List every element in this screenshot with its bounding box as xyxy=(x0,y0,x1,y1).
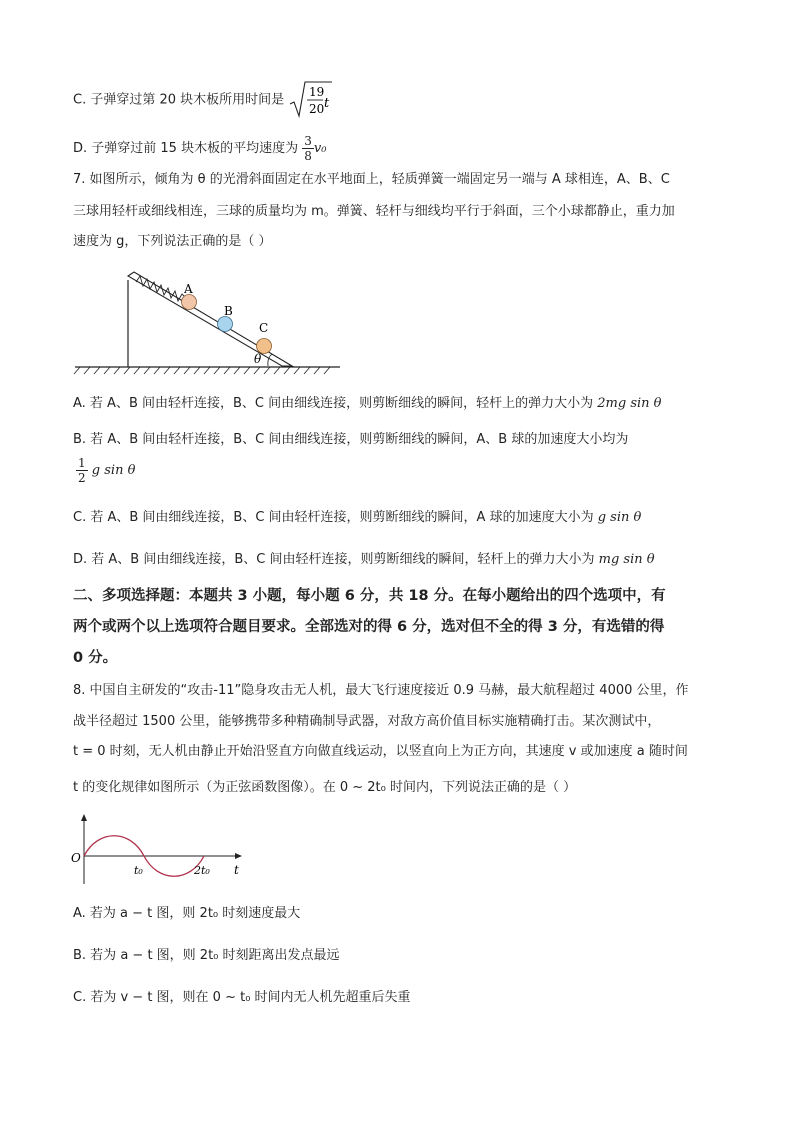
q8-stem-line-2: 战半径超过 1500 公里，能够携带多种精确制导武器，对敌方高价值目标实施精确打击。某次测试中， xyxy=(73,714,661,729)
q8-option-a: A. 若为 a − t 图，则 2t₀ 时刻速度最大 xyxy=(73,906,301,921)
section-2-heading-line-3: 0 分。 xyxy=(73,650,118,666)
fraction-denominator: 8 xyxy=(304,149,312,163)
label-a: A xyxy=(184,282,193,296)
two-t0-label: 2t₀ xyxy=(194,864,210,877)
q8-option-b: B. 若为 a − t 图，则 2t₀ 时刻距离出发点最远 xyxy=(73,948,340,963)
sqrt-numerator: 19 xyxy=(309,85,325,99)
incline-figure xyxy=(70,262,350,382)
q6-option-d xyxy=(73,134,326,163)
ball-a xyxy=(182,295,197,310)
t0-label: t₀ xyxy=(134,864,143,877)
label-c: C xyxy=(259,321,269,335)
q7-option-d-text: D. 若 A、B 间由细线连接，B、C 间由轻杆连接，则剪断细线的瞬间，轻杆上的弹力大小为 xyxy=(73,552,595,567)
q7-option-d-formula: mg sin θ xyxy=(598,552,655,567)
q6-option-c xyxy=(73,80,334,120)
q7-option-a-text: A. 若 A、B 间由轻杆连接，B、C 间由细线连接，则剪断细线的瞬间，轻杆上的弹力大小为 xyxy=(73,396,594,411)
q6-option-c-text: C. 子弹穿过第 20 块木板所用时间是 xyxy=(73,92,285,108)
q6-option-d-text: D. 子弹穿过前 15 块木板的平均速度为 xyxy=(73,141,299,156)
t-axis-label: t xyxy=(234,863,239,877)
q8-stem-line-3: t = 0 时刻，无人机由静止开始沿竖直方向做直线运动，以竖直向上为正方向，其速度 v 或加速度 a 随时间 xyxy=(73,744,688,759)
q8-stem-line-4: t 的变化规律如图所示（为正弦函数图像）。在 0 ~ 2t₀ 时间内，下列说法正确的是（ ） xyxy=(73,780,577,795)
q7-stem-line-3: 速度为 g，下列说法正确的是（ ） xyxy=(73,234,272,249)
q7-option-b-answer xyxy=(76,456,135,485)
q8-option-c: C. 若为 v − t 图，则在 0 ~ t₀ 时间内无人机先超重后失重 xyxy=(73,990,411,1005)
sine-graph xyxy=(68,812,258,892)
q7-option-a xyxy=(73,394,662,414)
label-b: B xyxy=(224,304,233,318)
fraction-denominator: 2 xyxy=(78,471,86,485)
q7-option-a-formula: 2mg sin θ xyxy=(597,396,662,411)
sqrt-variable: t xyxy=(324,96,330,111)
fraction-numerator: 3 xyxy=(304,134,312,148)
q7-option-b xyxy=(73,430,628,450)
q7-option-c xyxy=(73,508,641,528)
q7-stem-line-2: 三球用轻杆或细线相连，三球的质量均为 m。弹簧、轻杆与细线均平行于斜面，三个小球都静止，重力加 xyxy=(73,204,675,219)
velocity-symbol: v₀ xyxy=(313,141,327,156)
fraction-numerator: 1 xyxy=(78,456,86,470)
q7-option-b-formula: g sin θ xyxy=(91,463,136,478)
sqrt-denominator: 20 xyxy=(309,102,325,116)
sqrt-formula xyxy=(288,80,334,120)
q7-option-c-text: C. 若 A、B 间由细线连接，B、C 间由轻杆连接，则剪断细线的瞬间，A 球的加速度大小为 xyxy=(73,510,594,525)
section-2-heading-line-2: 两个或两个以上选项符合题目要求。全部选对的得 6 分，选对但不全的得 3 分，有选错的得 xyxy=(73,619,665,635)
q7-option-c-formula: g sin θ xyxy=(597,510,642,525)
q7-stem-line-1: 7. 如图所示，倾角为 θ 的光滑斜面固定在水平地面上，轻质弹簧一端固定另一端与 A 球相连，A、B、C xyxy=(73,172,670,187)
q7-option-d xyxy=(73,550,655,570)
origin-label: O xyxy=(71,851,81,865)
section-2-heading-line-1: 二、多项选择题：本题共 3 小题，每小题 6 分，共 18 分。在每小题给出的四个选项中，有 xyxy=(73,588,666,604)
q7-option-b-text: B. 若 A、B 间由轻杆连接，B、C 间由细线连接，则剪断细线的瞬间，A、B 球的加速度大小均为 xyxy=(73,432,629,447)
q8-stem-line-1: 8. 中国自主研发的“攻击-11”隐身攻击无人机，最大飞行速度接近 0.9 马赫，最大航程超过 4000 公里，作 xyxy=(73,683,689,698)
fraction xyxy=(302,134,314,163)
label-theta: θ xyxy=(254,352,262,366)
fraction xyxy=(76,456,88,485)
ball-b xyxy=(218,317,233,332)
